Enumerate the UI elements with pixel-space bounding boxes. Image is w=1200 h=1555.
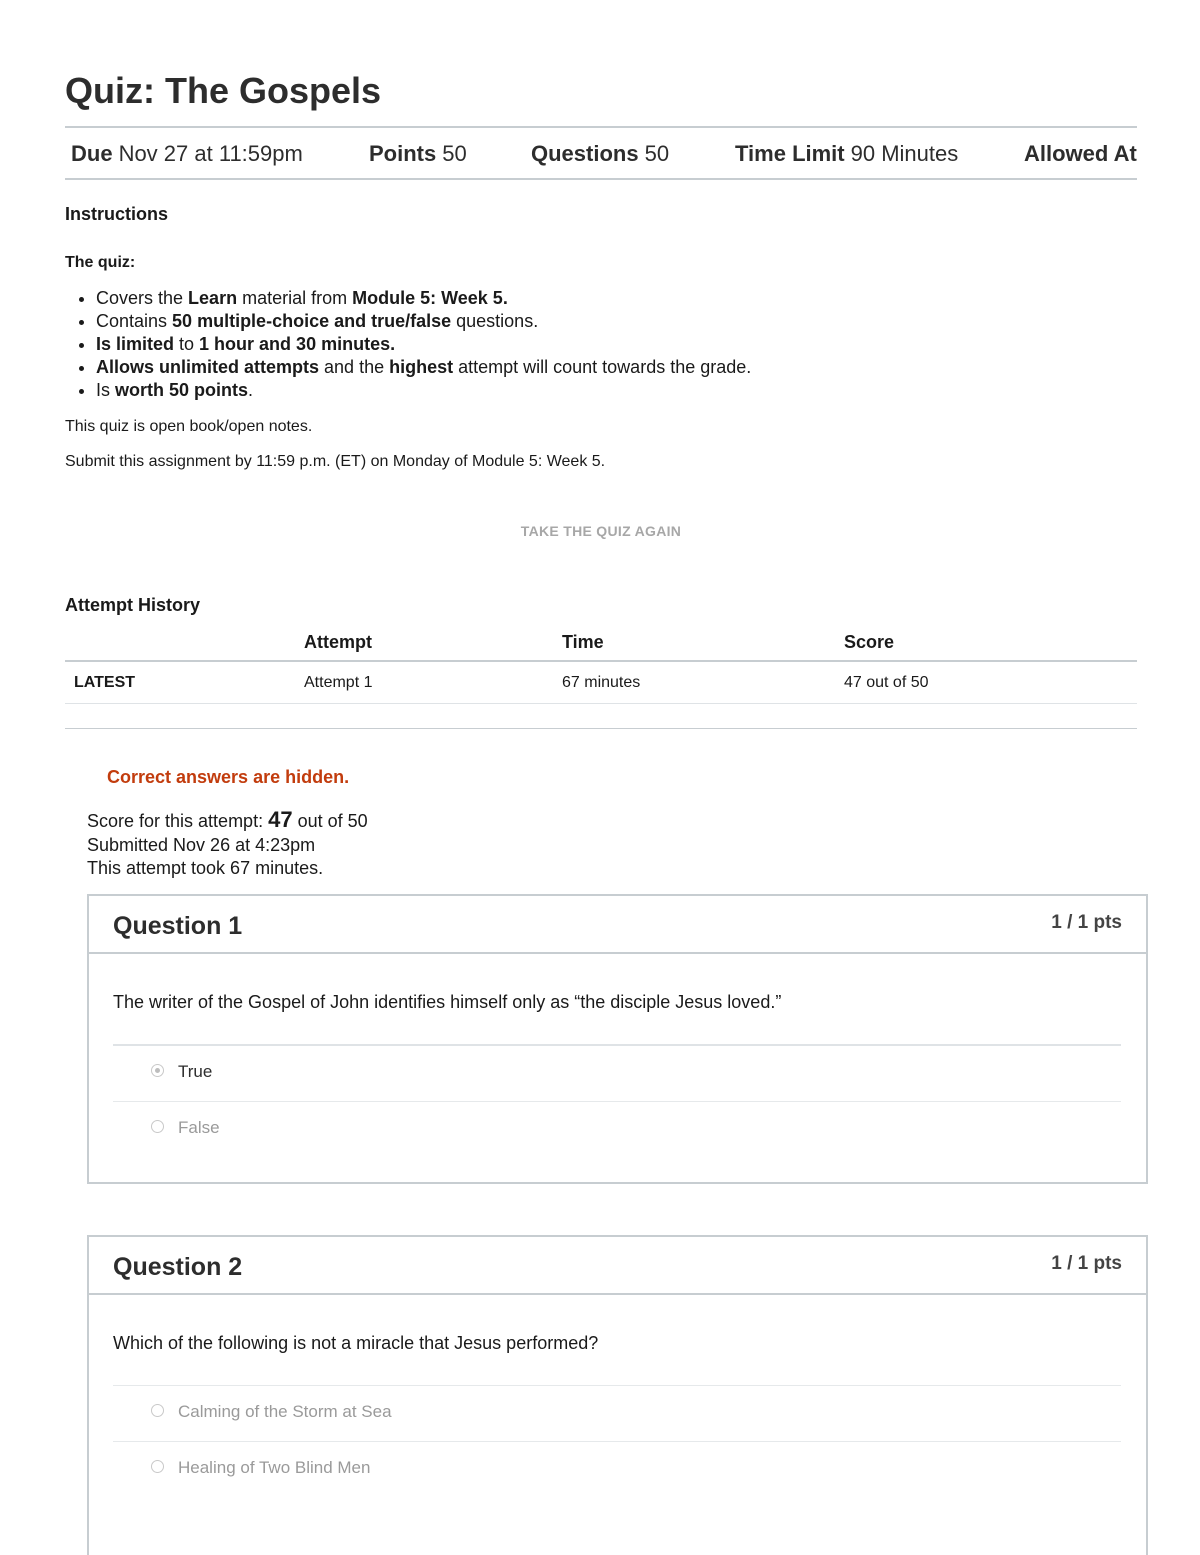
question-title: Question 2 bbox=[113, 1253, 243, 1281]
question-text: The writer of the Gospel of John identifies himself only as “the disciple Jesus loved.” bbox=[113, 992, 782, 1012]
question-points: 1 / 1 pts bbox=[1051, 912, 1122, 933]
radio-icon[interactable] bbox=[151, 1404, 164, 1417]
instructions-heading: Instructions bbox=[65, 204, 169, 224]
table-header-row bbox=[65, 624, 1137, 661]
instruction-item: • Allows unlimited attempts and the highest attempt will count towards the grade. bbox=[96, 356, 751, 379]
open-book-note: This quiz is open book/open notes. bbox=[65, 418, 313, 435]
attempt-history-heading: Attempt History bbox=[65, 595, 201, 615]
section-divider bbox=[65, 728, 1137, 729]
answer-label: Calming of the Storm at Sea bbox=[178, 1402, 392, 1421]
instructions-list bbox=[65, 287, 751, 402]
instruction-item: • Covers the Learn material from Module 5: Week 5. bbox=[96, 287, 751, 310]
answers-hidden-notice: Correct answers are hidden. bbox=[107, 767, 350, 787]
column-header-score: Score bbox=[844, 624, 1137, 661]
question-header bbox=[89, 896, 1146, 954]
question-points: 1 / 1 pts bbox=[1051, 1253, 1122, 1274]
take-quiz-again-button[interactable]: TAKE THE QUIZ AGAIN bbox=[520, 523, 682, 539]
question-1 bbox=[87, 894, 1148, 1184]
attempt-score: 47 out of 50 bbox=[844, 661, 1137, 704]
time-limit-value: 90 Minutes bbox=[850, 141, 959, 166]
radio-icon[interactable] bbox=[151, 1120, 164, 1133]
attempt-submitted-line: Submitted Nov 26 at 4:23pm bbox=[87, 834, 316, 855]
points-value: 50 bbox=[442, 141, 467, 166]
radio-selected-icon[interactable] bbox=[151, 1064, 164, 1077]
points-label: Points bbox=[369, 141, 437, 166]
questions-info bbox=[531, 141, 669, 167]
answer-option[interactable] bbox=[113, 1044, 1121, 1101]
attempt-time: 67 minutes bbox=[562, 661, 844, 704]
attempt-duration-line: This attempt took 67 minutes. bbox=[87, 858, 324, 878]
time-limit-label: Time Limit bbox=[735, 141, 845, 166]
question-header bbox=[89, 1237, 1146, 1295]
instruction-item: • Is worth 50 points. bbox=[96, 379, 751, 402]
due-date bbox=[71, 141, 303, 167]
column-header bbox=[65, 624, 304, 661]
attempt-link[interactable]: Attempt 1 bbox=[304, 661, 562, 704]
time-limit-info bbox=[735, 141, 958, 167]
answer-label: Healing of Two Blind Men bbox=[178, 1458, 371, 1477]
answer-list bbox=[113, 1044, 1121, 1157]
answer-label: False bbox=[178, 1118, 220, 1137]
attempt-summary bbox=[87, 808, 368, 881]
points-info bbox=[369, 141, 467, 167]
questions-label: Questions bbox=[531, 141, 639, 166]
answer-list bbox=[113, 1385, 1121, 1497]
submission-note: Submit this assignment by 11:59 p.m. (ET) on Monday of Module 5: Week 5. bbox=[65, 453, 606, 470]
page-title: Quiz: The Gospels bbox=[65, 70, 382, 111]
table-row bbox=[65, 661, 1137, 704]
answer-label: True bbox=[178, 1062, 213, 1081]
answer-option[interactable] bbox=[113, 1385, 1121, 1441]
allowed-attempts-info bbox=[1024, 141, 1137, 167]
question-2 bbox=[87, 1235, 1148, 1555]
radio-icon[interactable] bbox=[151, 1460, 164, 1473]
due-value: Nov 27 at 11:59pm bbox=[118, 141, 303, 166]
column-header-time: Time bbox=[562, 624, 844, 661]
instructions-intro: The quiz: bbox=[65, 254, 136, 271]
questions-value: 50 bbox=[644, 141, 670, 166]
attempt-score-line: Score for this attempt: 47 out of 50 bbox=[87, 807, 368, 832]
column-header-attempt: Attempt bbox=[304, 624, 562, 661]
due-label: Due bbox=[71, 141, 113, 166]
attempt-history-table bbox=[65, 624, 1137, 704]
allowed-attempts-label: Allowed At bbox=[1024, 141, 1137, 166]
instruction-item: • Contains 50 multiple-choice and true/false questions. bbox=[96, 310, 751, 333]
latest-tag: LATEST bbox=[65, 661, 304, 704]
question-text: Which of the following is not a miracle that Jesus performed? bbox=[113, 1333, 599, 1353]
answer-option[interactable] bbox=[113, 1441, 1121, 1497]
instruction-item: • Is limited to 1 hour and 30 minutes. bbox=[96, 333, 751, 356]
answer-option[interactable] bbox=[113, 1101, 1121, 1157]
question-title: Question 1 bbox=[113, 912, 243, 940]
quiz-meta-bar bbox=[65, 126, 1137, 180]
